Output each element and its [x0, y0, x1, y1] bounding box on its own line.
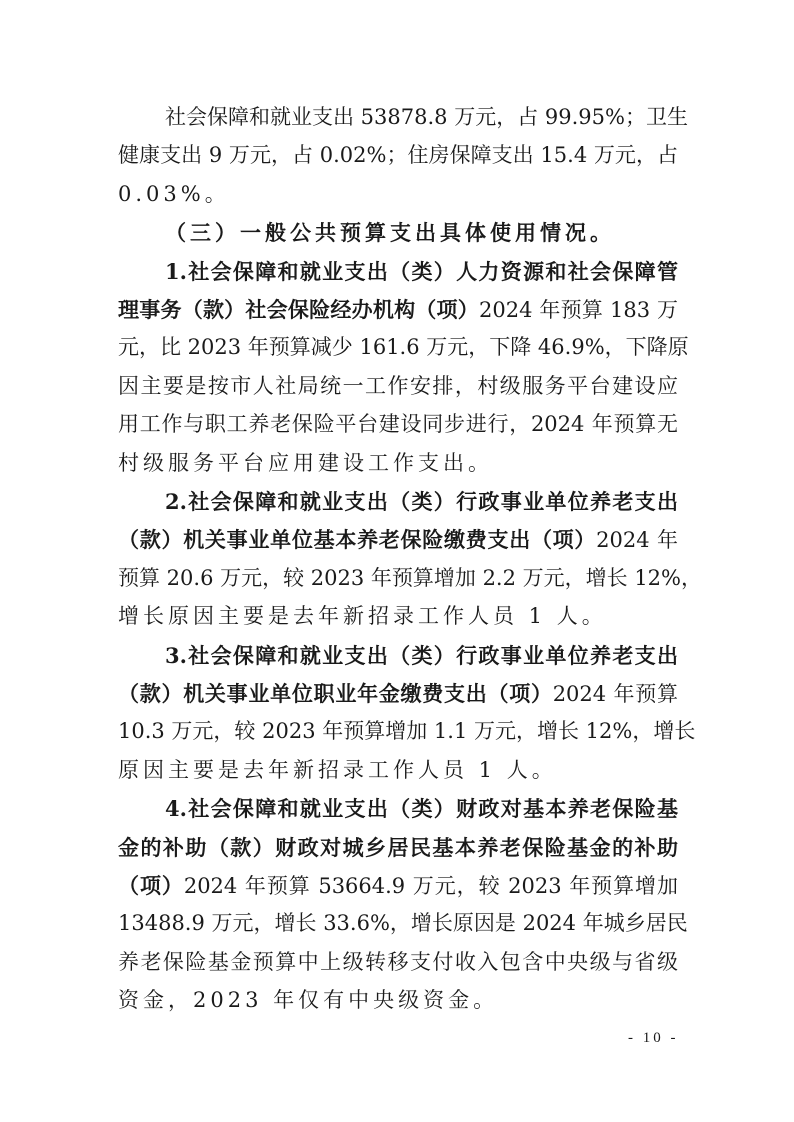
text-line [118, 405, 678, 444]
text-line [118, 520, 678, 559]
text-line [118, 175, 678, 214]
body-text: 13488.9 万元，增长 33.6%，增长原因是 2024 年城乡居民 [118, 911, 688, 936]
text-line [118, 367, 678, 406]
text-line [165, 213, 678, 252]
bold-heading-text: （款）机关事业单位职业年金缴费支出（项） [118, 681, 553, 706]
body-text: 0.03%。 [118, 181, 230, 206]
text-line [118, 866, 678, 905]
page-number: - 10 - [628, 1030, 679, 1046]
text-line [118, 674, 678, 713]
text-line [165, 789, 678, 828]
text-line [165, 98, 688, 137]
body-text: 10.3 万元，较 2023 年预算增加 1.1 万元，增长 12%，增长 [118, 719, 696, 744]
body-text: 2024 年预算 53664.9 万元，较 2023 年预算增加 [183, 874, 678, 898]
body-text: 原因主要是去年新招录工作人员 1 人。 [118, 757, 557, 782]
text-line [118, 904, 688, 943]
body-text: 元，比 2023 年预算减少 161.6 万元，下降 46.9%，下降原 [118, 335, 689, 360]
body-text: 增长原因主要是去年新招录工作人员 1 人。 [118, 604, 607, 629]
text-line [118, 444, 678, 483]
body-text: 社会保障和就业支出 53878.8 万元，占 99.95%；卫生 [165, 105, 688, 129]
text-line [118, 597, 678, 636]
text-line [118, 712, 696, 751]
body-text: 养老保险基金预算中上级转移支付收入包含中央级与省级 [118, 949, 678, 974]
text-line [165, 252, 678, 291]
body-text: 资金，2023 年仅有中央级资金。 [118, 988, 499, 1013]
body-text: 2024 年预算 183 万 [479, 298, 679, 322]
body-text: 健康支出 9 万元，占 0.02%；住房保障支出 15.4 万元，占 [118, 143, 678, 168]
body-text: 2024 年预算 [552, 682, 679, 706]
text-line [165, 482, 678, 521]
bold-heading-text: 2.社会保障和就业支出（类）行政事业单位养老支出 [165, 489, 678, 514]
body-text: 2024 年 [596, 528, 678, 553]
text-line [165, 636, 678, 675]
text-line [118, 981, 678, 1020]
text-line [118, 943, 678, 982]
text-line [118, 290, 678, 329]
body-text: 用工作与职工养老保险平台建设同步进行，2024 年预算无 [118, 412, 678, 437]
body-text: 因主要是按市人社局统一工作安排，村级服务平台建设应 [118, 373, 678, 398]
bold-heading-text: 金的补助（款）财政对城乡居民基本养老保险基金的补助 [118, 834, 678, 860]
body-text: 预算 20.6 万元，较 2023 年预算增加 2.2 万元，增长 12%， [118, 565, 702, 590]
text-line [118, 328, 689, 367]
text-line [118, 136, 678, 175]
bold-heading-text: （款）机关事业单位基本养老保险缴费支出（项） [118, 527, 597, 553]
bold-heading-text: （三）一般公共预算支出具体使用情况。 [165, 220, 615, 246]
bold-heading-text: 理事务（款）社会保险经办机构（项） [118, 297, 480, 322]
bold-heading-text: 3.社会保障和就业支出（类）行政事业单位养老支出 [165, 642, 678, 668]
bold-heading-text: （项） [118, 873, 184, 898]
body-text: 村级服务平台应用建设工作支出。 [118, 450, 493, 475]
text-line [118, 559, 702, 598]
text-line [118, 828, 678, 867]
bold-heading-text: 4.社会保障和就业支出（类）财政对基本养老保险基 [165, 796, 678, 822]
bold-heading-text: 1.社会保障和就业支出（类）人力资源和社会保障管 [165, 258, 678, 284]
text-line [118, 751, 678, 790]
